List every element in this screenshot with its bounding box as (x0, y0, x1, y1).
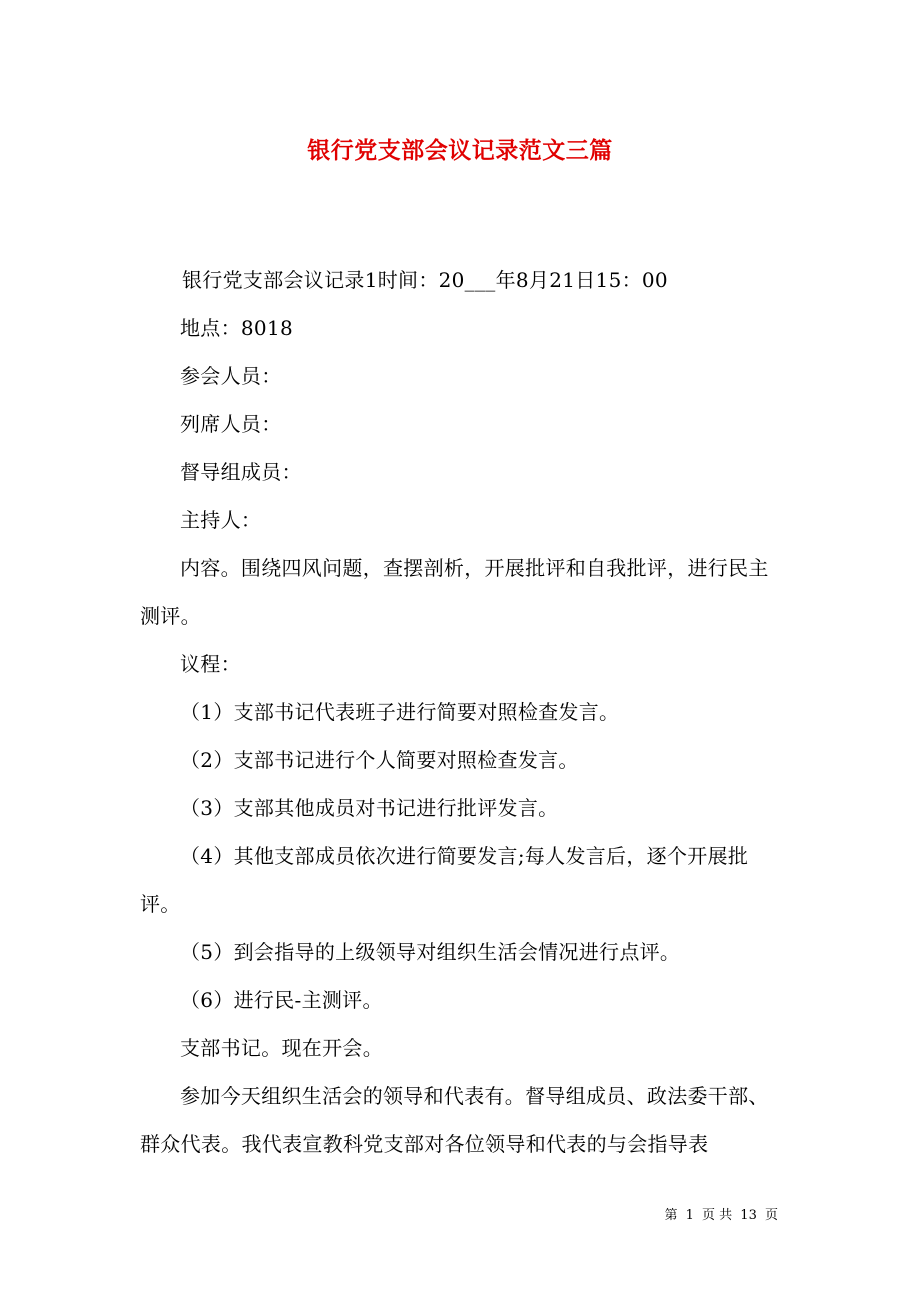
footer-middle: 页 共 (702, 1208, 733, 1223)
paragraph-supervision-members: 督导组成员： (180, 460, 302, 484)
paragraph-secretary-opening: 支部书记。现在开会。 (180, 1036, 383, 1060)
paragraph-location: 地点：8018 (180, 316, 293, 340)
paragraph-content: 内容。围绕四风问题，查摆剖析，开展批评和自我批评，进行民主测评。 (140, 556, 769, 628)
agenda-item-3: （3）支部其他成员对书记进行批评发言。 (180, 796, 559, 820)
paragraph-participants-intro: 参加今天组织生活会的领导和代表有。督导组成员、政法委干部、群众代表。我代表宣教科党支部对各位领导和代表的与会指导表 (140, 1084, 769, 1156)
agenda-item-1: （1）支部书记代表班子进行简要对照检查发言。 (180, 700, 620, 724)
paragraph-agenda-heading: 议程： (180, 652, 241, 676)
paragraph-attendees: 参会人员： (180, 364, 282, 388)
footer-total-pages: 13 (740, 1208, 757, 1223)
paragraph-host: 主持人： (180, 508, 262, 532)
footer-prefix: 第 (664, 1208, 678, 1223)
agenda-item-2: （2）支部书记进行个人简要对照检查发言。 (180, 748, 579, 772)
page-number-footer (662, 1206, 780, 1226)
document-body (140, 256, 782, 1168)
footer-current-page: 1 (685, 1208, 694, 1223)
paragraph-observers: 列席人员： (180, 412, 282, 436)
page-title: 银行党支部会议记录范文三篇 (307, 137, 613, 165)
agenda-item-4: （4）其他支部成员依次进行简要发言;每人发言后，逐个开展批评。 (140, 844, 749, 916)
paragraph-meeting-record-time: 银行党支部会议记录1时间：20___年8月21日15：00 (182, 268, 668, 292)
agenda-item-6: （6）进行民-主测评。 (180, 988, 383, 1012)
footer-suffix: 页 (764, 1208, 778, 1223)
agenda-item-5: （5）到会指导的上级领导对组织生活会情况进行点评。 (180, 940, 681, 964)
